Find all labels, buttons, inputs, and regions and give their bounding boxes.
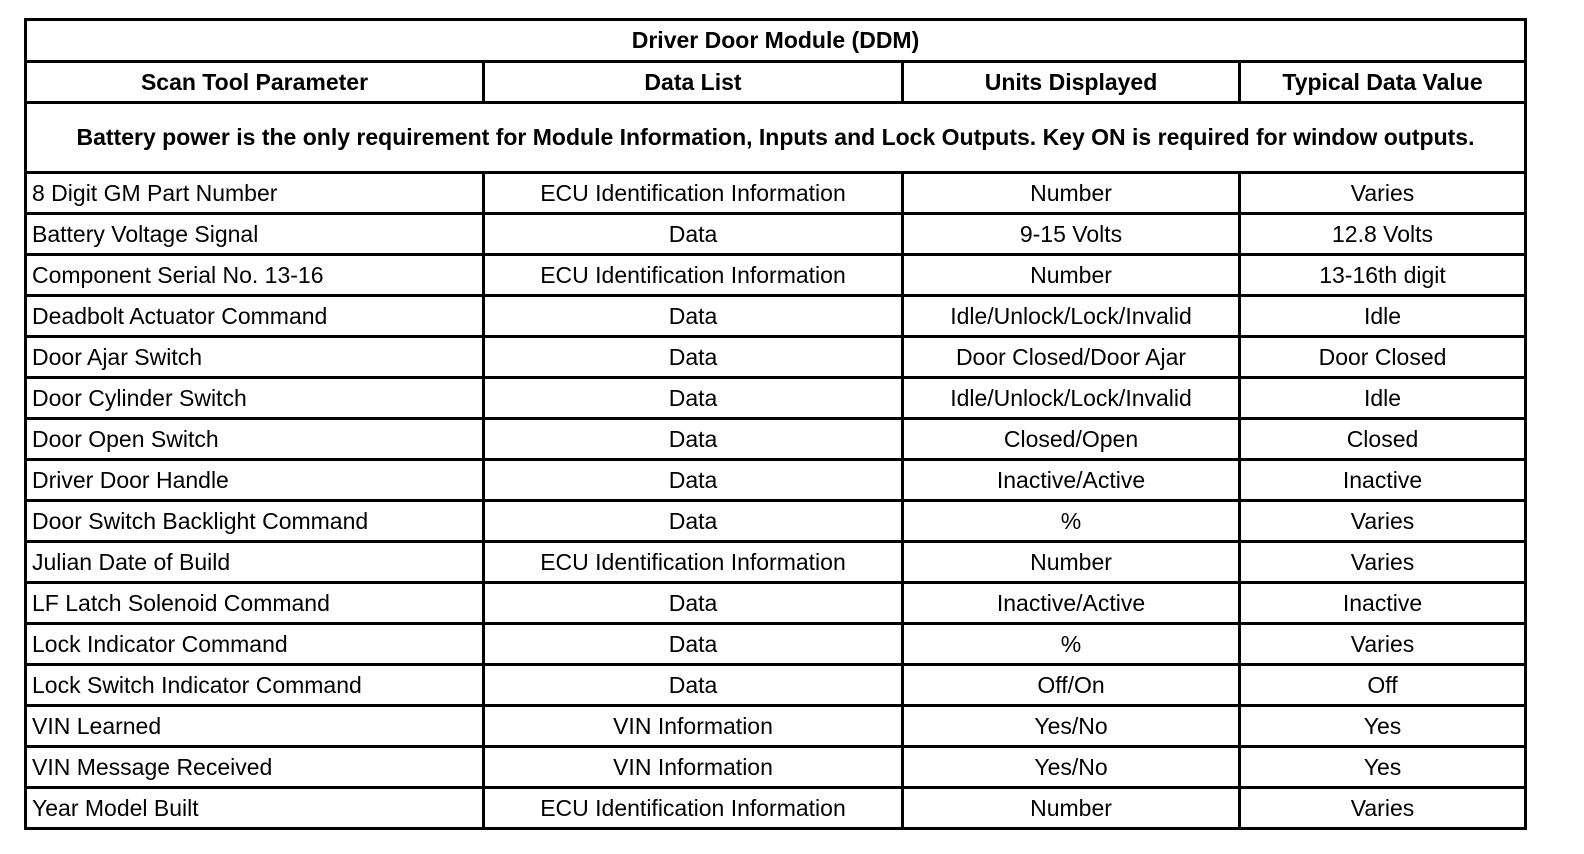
cell-scan-tool-parameter: LF Latch Solenoid Command: [26, 583, 484, 624]
cell-typical-data-value: Varies: [1240, 501, 1526, 542]
cell-data-list: VIN Information: [484, 706, 903, 747]
cell-typical-data-value: Off: [1240, 665, 1526, 706]
table-row: [26, 665, 1526, 706]
cell-units-displayed: Yes/No: [903, 747, 1240, 788]
cell-typical-data-value: Varies: [1240, 542, 1526, 583]
cell-units-displayed: Door Closed/Door Ajar: [903, 337, 1240, 378]
table-row: [26, 296, 1526, 337]
table-row: [26, 173, 1526, 214]
cell-scan-tool-parameter: Battery Voltage Signal: [26, 214, 484, 255]
cell-units-displayed: %: [903, 501, 1240, 542]
cell-units-displayed: Inactive/Active: [903, 460, 1240, 501]
cell-units-displayed: Idle/Unlock/Lock/Invalid: [903, 378, 1240, 419]
table-row: [26, 214, 1526, 255]
cell-scan-tool-parameter: Component Serial No. 13-16: [26, 255, 484, 296]
table-title: Driver Door Module (DDM): [26, 20, 1526, 62]
cell-data-list: Data: [484, 337, 903, 378]
cell-typical-data-value: 12.8 Volts: [1240, 214, 1526, 255]
cell-units-displayed: Off/On: [903, 665, 1240, 706]
cell-scan-tool-parameter: Lock Indicator Command: [26, 624, 484, 665]
table-row: [26, 378, 1526, 419]
cell-scan-tool-parameter: VIN Message Received: [26, 747, 484, 788]
cell-typical-data-value: Yes: [1240, 706, 1526, 747]
cell-data-list: ECU Identification Information: [484, 173, 903, 214]
table-row: [26, 788, 1526, 829]
table-row: [26, 419, 1526, 460]
cell-data-list: Data: [484, 214, 903, 255]
cell-data-list: Data: [484, 501, 903, 542]
cell-scan-tool-parameter: Door Cylinder Switch: [26, 378, 484, 419]
cell-typical-data-value: Inactive: [1240, 460, 1526, 501]
table-row: [26, 542, 1526, 583]
table-title-row: [26, 20, 1526, 62]
cell-typical-data-value: 13-16th digit: [1240, 255, 1526, 296]
table-row: [26, 255, 1526, 296]
cell-data-list: Data: [484, 296, 903, 337]
cell-units-displayed: Closed/Open: [903, 419, 1240, 460]
cell-scan-tool-parameter: VIN Learned: [26, 706, 484, 747]
table-note: Battery power is the only requirement for Module Information, Inputs and Lock Outputs. Key ON is required for window outputs.: [26, 103, 1526, 173]
cell-data-list: ECU Identification Information: [484, 255, 903, 296]
cell-data-list: ECU Identification Information: [484, 542, 903, 583]
cell-typical-data-value: Yes: [1240, 747, 1526, 788]
cell-units-displayed: Idle/Unlock/Lock/Invalid: [903, 296, 1240, 337]
cell-scan-tool-parameter: Year Model Built: [26, 788, 484, 829]
cell-units-displayed: 9-15 Volts: [903, 214, 1240, 255]
table-body: [26, 173, 1526, 829]
cell-units-displayed: Number: [903, 542, 1240, 583]
cell-data-list: Data: [484, 583, 903, 624]
table-row: [26, 583, 1526, 624]
table-header-row: [26, 62, 1526, 103]
cell-units-displayed: Number: [903, 173, 1240, 214]
cell-data-list: Data: [484, 460, 903, 501]
table-note-row: [26, 103, 1526, 173]
cell-typical-data-value: Inactive: [1240, 583, 1526, 624]
cell-typical-data-value: Varies: [1240, 173, 1526, 214]
cell-units-displayed: Number: [903, 255, 1240, 296]
cell-scan-tool-parameter: Julian Date of Build: [26, 542, 484, 583]
cell-scan-tool-parameter: Door Switch Backlight Command: [26, 501, 484, 542]
cell-units-displayed: Yes/No: [903, 706, 1240, 747]
cell-typical-data-value: Idle: [1240, 378, 1526, 419]
column-header-typical-data-value: Typical Data Value: [1240, 62, 1526, 103]
column-header-scan-tool-parameter: Scan Tool Parameter: [26, 62, 484, 103]
cell-scan-tool-parameter: Lock Switch Indicator Command: [26, 665, 484, 706]
cell-scan-tool-parameter: Deadbolt Actuator Command: [26, 296, 484, 337]
table-row: [26, 501, 1526, 542]
cell-units-displayed: Inactive/Active: [903, 583, 1240, 624]
column-header-data-list: Data List: [484, 62, 903, 103]
cell-data-list: ECU Identification Information: [484, 788, 903, 829]
cell-typical-data-value: Varies: [1240, 624, 1526, 665]
table-row: [26, 337, 1526, 378]
column-header-units-displayed: Units Displayed: [903, 62, 1240, 103]
cell-typical-data-value: Idle: [1240, 296, 1526, 337]
cell-typical-data-value: Closed: [1240, 419, 1526, 460]
cell-data-list: Data: [484, 378, 903, 419]
cell-data-list: Data: [484, 419, 903, 460]
cell-typical-data-value: Door Closed: [1240, 337, 1526, 378]
ddm-parameter-table: [24, 18, 1527, 830]
table-row: [26, 624, 1526, 665]
cell-units-displayed: %: [903, 624, 1240, 665]
table-row: [26, 460, 1526, 501]
cell-scan-tool-parameter: 8 Digit GM Part Number: [26, 173, 484, 214]
cell-scan-tool-parameter: Driver Door Handle: [26, 460, 484, 501]
table-row: [26, 706, 1526, 747]
cell-scan-tool-parameter: Door Ajar Switch: [26, 337, 484, 378]
cell-data-list: Data: [484, 665, 903, 706]
cell-scan-tool-parameter: Door Open Switch: [26, 419, 484, 460]
cell-data-list: VIN Information: [484, 747, 903, 788]
cell-data-list: Data: [484, 624, 903, 665]
cell-typical-data-value: Varies: [1240, 788, 1526, 829]
ddm-table-container: [24, 18, 1524, 830]
cell-units-displayed: Number: [903, 788, 1240, 829]
table-row: [26, 747, 1526, 788]
